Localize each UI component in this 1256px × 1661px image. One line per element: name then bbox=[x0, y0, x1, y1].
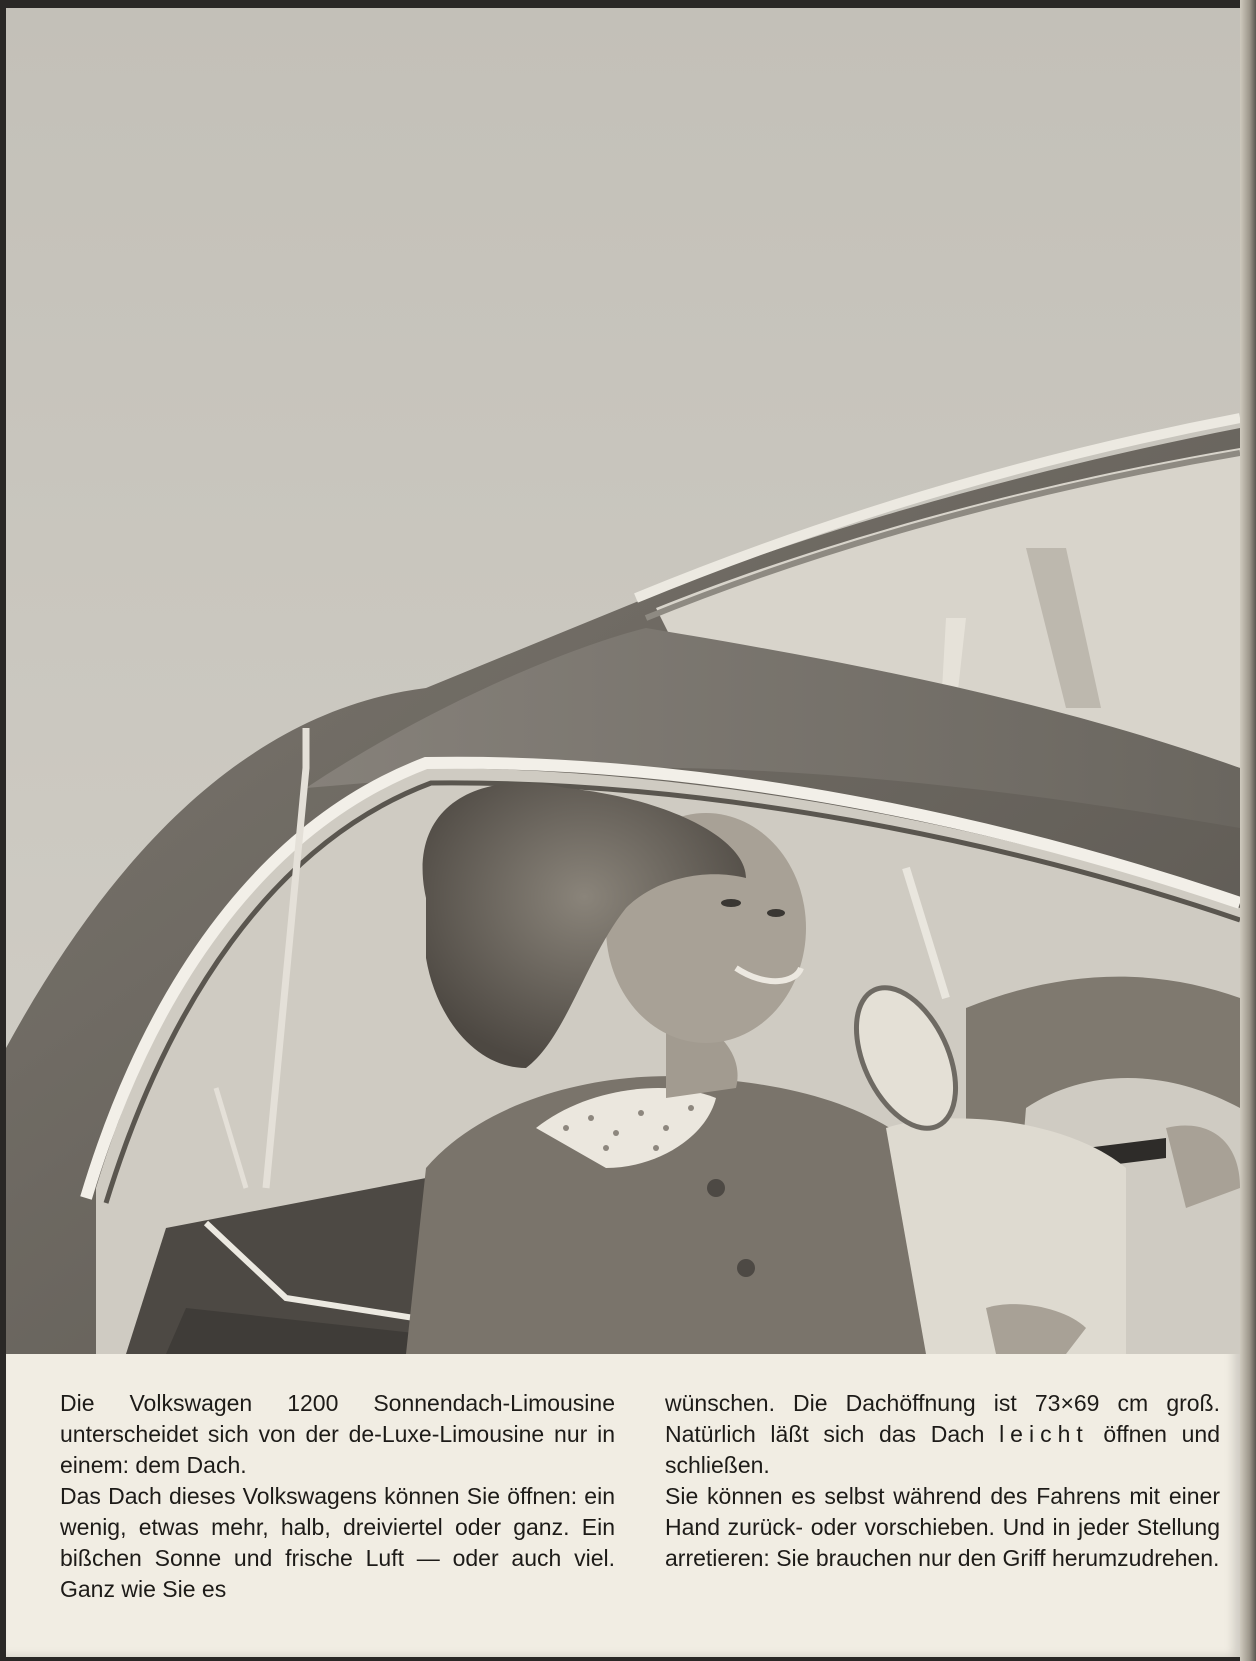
caption-left-paragraph-2: Das Dach dieses Volkswagens können Sie öffnen: ein wenig, etwas mehr, halb, dreiviertel oder ganz. Ein bißchen Sonne und frische Luft — oder auch viel. Ganz wie Sie es bbox=[60, 1483, 615, 1602]
caption-column-right bbox=[665, 1388, 1220, 1628]
caption-column-left bbox=[60, 1388, 615, 1628]
car-photo-illustration bbox=[6, 8, 1240, 1354]
caption-right-emphasis: leicht bbox=[999, 1421, 1089, 1447]
brochure-page bbox=[6, 8, 1240, 1657]
caption-left-paragraph-1: Die Volkswagen 1200 Sonnendach-Limousine unterscheidet sich von der de-Luxe-Limousine nur in einem: dem Dach. bbox=[60, 1390, 615, 1478]
caption-right-text-end: öffnen und schließen. bbox=[665, 1421, 1220, 1478]
cardigan-button bbox=[707, 1179, 725, 1197]
page-edge bbox=[1240, 0, 1256, 1661]
caption-right-paragraph-1 bbox=[665, 1388, 1220, 1481]
car-photo bbox=[6, 8, 1240, 1354]
caption-text bbox=[60, 1388, 1220, 1628]
caption-right-text-start: wünschen. Die Dachöffnung ist 73×69 cm groß. Natürlich läßt sich das Dach bbox=[665, 1390, 1220, 1447]
caption-right-paragraph-2: Sie können es selbst während des Fahrens mit einer Hand zurück- oder vorschieben. Und in jeder Stellung arretieren: Sie brauchen nur den Griff herumzudrehen. bbox=[665, 1483, 1220, 1571]
